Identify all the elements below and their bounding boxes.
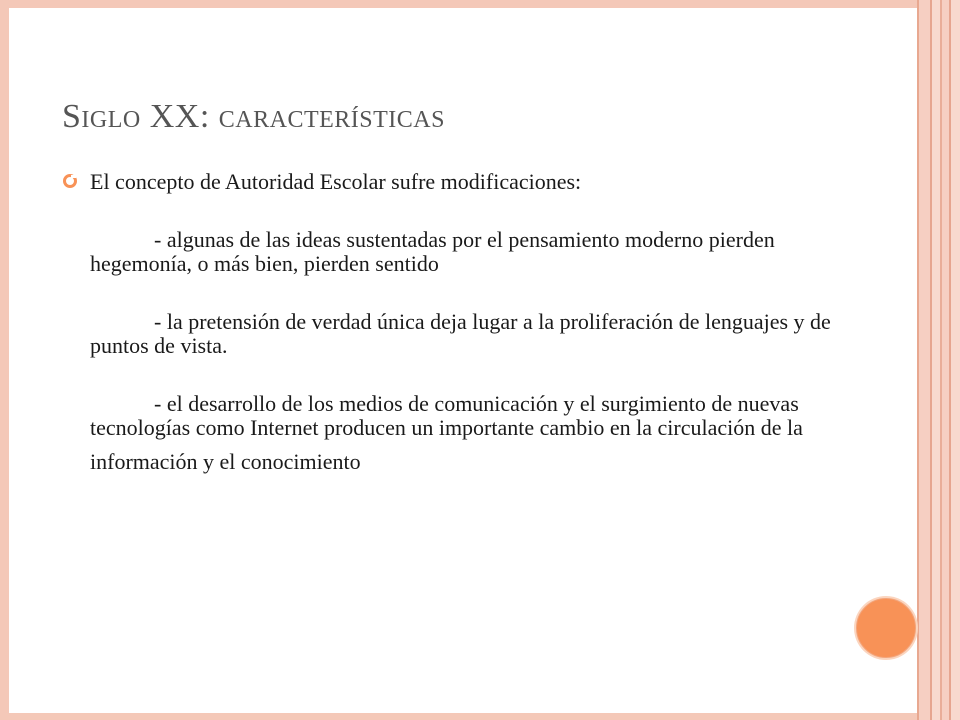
orange-circle-decoration-icon [856,598,916,658]
paragraph-text: - algunas de las ideas sustentadas por el pensamiento moderno pierden hegemonía, o más bien, pierden sentido [90,227,775,276]
slide-body [62,170,842,474]
bullet-item [62,170,842,194]
paragraph-last-line: información y el conocimiento [90,449,361,474]
slide-frame-left [0,0,9,720]
decorative-right-stripes [919,0,960,720]
paragraph-text: - la pretensión de verdad única deja lugar a la proliferación de lenguajes y de puntos de vista. [90,309,831,358]
bullet-text: El concepto de Autoridad Escolar sufre modificaciones: [90,169,582,194]
paragraph-text: - el desarrollo de los medios de comunicación y el surgimiento de nuevas tecnologías como Internet producen un importante cambio en la circulación de la [90,391,803,440]
slide-frame-top [0,0,919,8]
bullet-ring-icon [62,173,78,189]
paragraph-1 [62,228,842,276]
slide-frame-bottom [0,713,919,720]
slide-title: Siglo XX: características [62,98,445,135]
paragraph-2 [62,310,842,358]
paragraph-3 [62,392,842,474]
